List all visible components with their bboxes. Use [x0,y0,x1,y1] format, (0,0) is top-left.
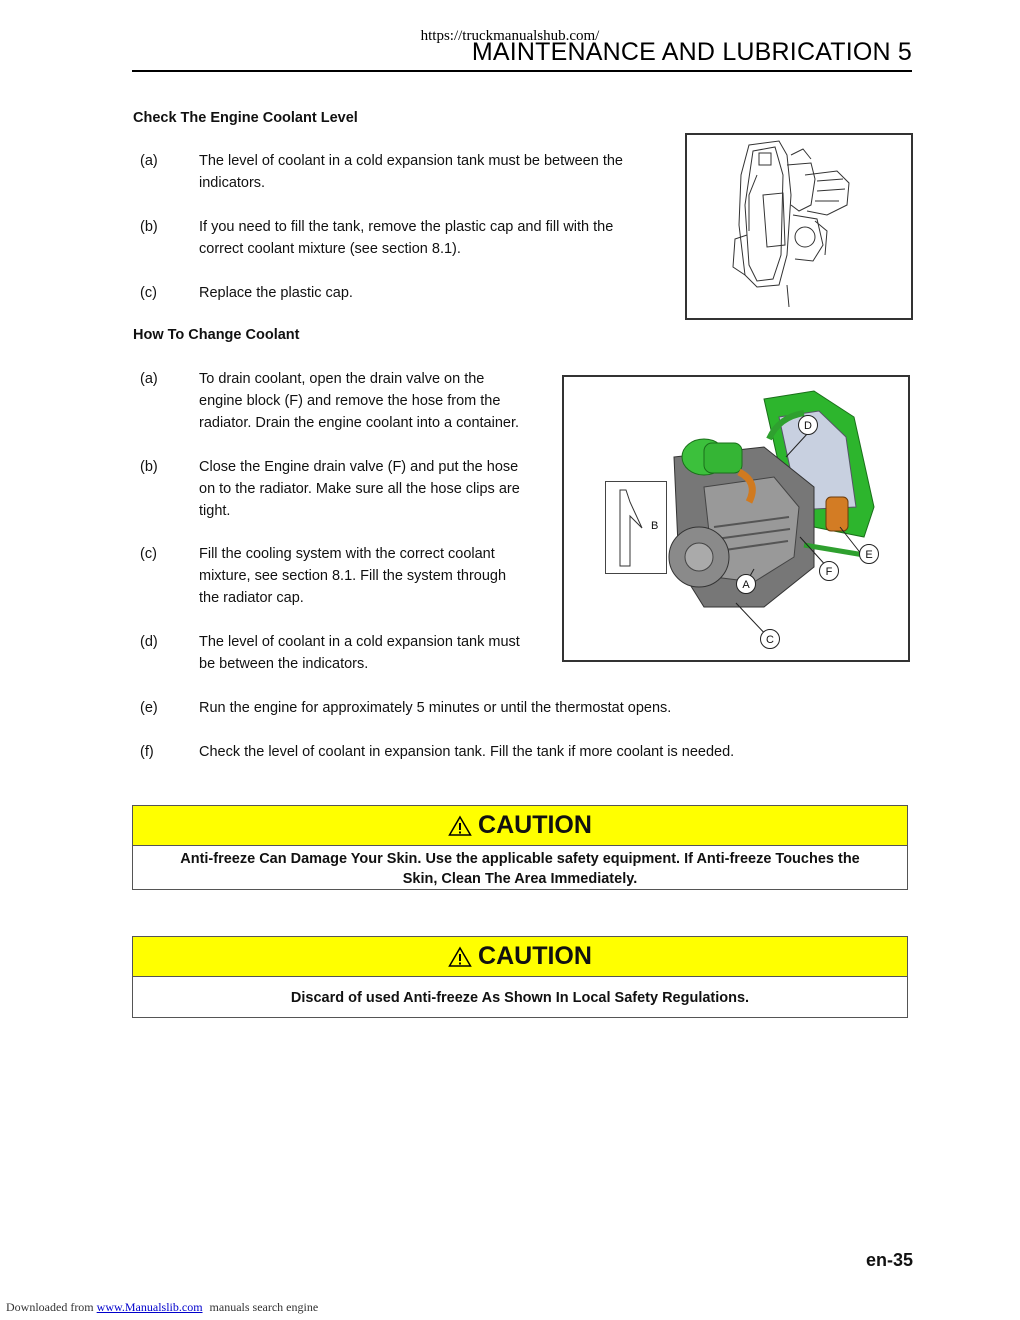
caution-line: Skin, Clean The Area Immediately. [402,871,638,887]
step-line: on to the radiator. Make sure all the hose clips are [199,481,520,497]
footer-prefix: Downloaded from [6,1300,94,1314]
source-url: https://truckmanualshub.com/ [420,28,600,44]
warning-triangle-icon [448,815,472,837]
section-title-check-coolant: Check The Engine Coolant Level [133,110,358,126]
page-header-title: MAINTENANCE AND LUBRICATION 5 [471,38,912,66]
callout-c: C [760,629,780,649]
page-number: en-35 [865,1250,913,1270]
callout-b-label: B [651,520,659,532]
caution-box-disposal [132,936,908,1018]
step-text [199,368,519,434]
step-label: (c) [140,546,157,562]
step-text [199,150,623,194]
caution-header [133,806,907,846]
step-line: tight. [199,503,231,519]
section-title-change-coolant: How To Change Coolant [133,327,300,343]
step-line: Replace the plastic cap. [199,285,353,301]
step-line: engine block (F) and remove the hose from the [199,393,501,409]
step-label: (a) [140,371,158,387]
step-label: (e) [140,700,158,716]
step-label: (a) [140,153,158,169]
step-text [199,697,671,719]
caution-box-skin [132,805,908,890]
step-line: The level of coolant in a cold expansion tank must be between the [199,153,623,169]
step-line: correct coolant mixture (see section 8.1). [199,241,461,257]
step-line: If you need to fill the tank, remove the plastic cap and fill with the [199,219,614,235]
caution-header [133,937,907,977]
step-line: be between the indicators. [199,656,369,672]
step-text [199,216,613,260]
step-label: (b) [140,459,158,475]
step-line: Fill the cooling system with the correct coolant [199,546,495,562]
step-line: To drain coolant, open the drain valve on the [199,371,485,387]
callout-a: A [736,574,756,594]
step-line: Close the Engine drain valve (F) and put the hose [199,459,519,475]
step-label: (c) [140,285,157,301]
callout-d: D [798,415,818,435]
header-rule [132,70,912,72]
step-line: Check the level of coolant in expansion tank. Fill the tank if more coolant is needed. [199,744,735,760]
step-text [199,282,353,304]
caution-heading: CAUTION [478,811,592,839]
figure-engine-cooling [562,375,910,662]
step-label: (f) [140,744,154,760]
caution-line: Anti-freeze Can Damage Your Skin. Use the applicable safety equipment. If Anti-freeze Touches the [180,851,860,867]
step-line: radiator. Drain the engine coolant into a container. [199,415,520,431]
callout-f: F [819,561,839,581]
caution-body [133,846,907,889]
step-text [199,456,520,522]
step-line: Run the engine for approximately 5 minutes or until the thermostat opens. [199,700,672,716]
footer [6,1300,318,1315]
step-line: the radiator cap. [199,590,304,606]
caution-body [133,977,907,1008]
callout-e: E [859,544,879,564]
step-text [199,741,734,763]
figure-engine-outline [685,133,913,320]
step-line: The level of coolant in a cold expansion tank must [199,634,520,650]
warning-triangle-icon [448,946,472,968]
footer-suffix: manuals search engine [209,1300,319,1314]
step-label: (b) [140,219,158,235]
step-line: mixture, see section 8.1. Fill the system through [199,568,507,584]
step-label: (d) [140,634,158,650]
caution-heading: CAUTION [478,942,592,970]
caution-line: Discard of used Anti-freeze As Shown In Local Safety Regulations. [290,990,750,1006]
step-text [199,543,506,609]
footer-link[interactable]: www.Manualslib.com [96,1300,203,1314]
step-line: indicators. [199,175,266,191]
step-text [199,631,520,675]
engine-line-drawing [687,135,911,318]
